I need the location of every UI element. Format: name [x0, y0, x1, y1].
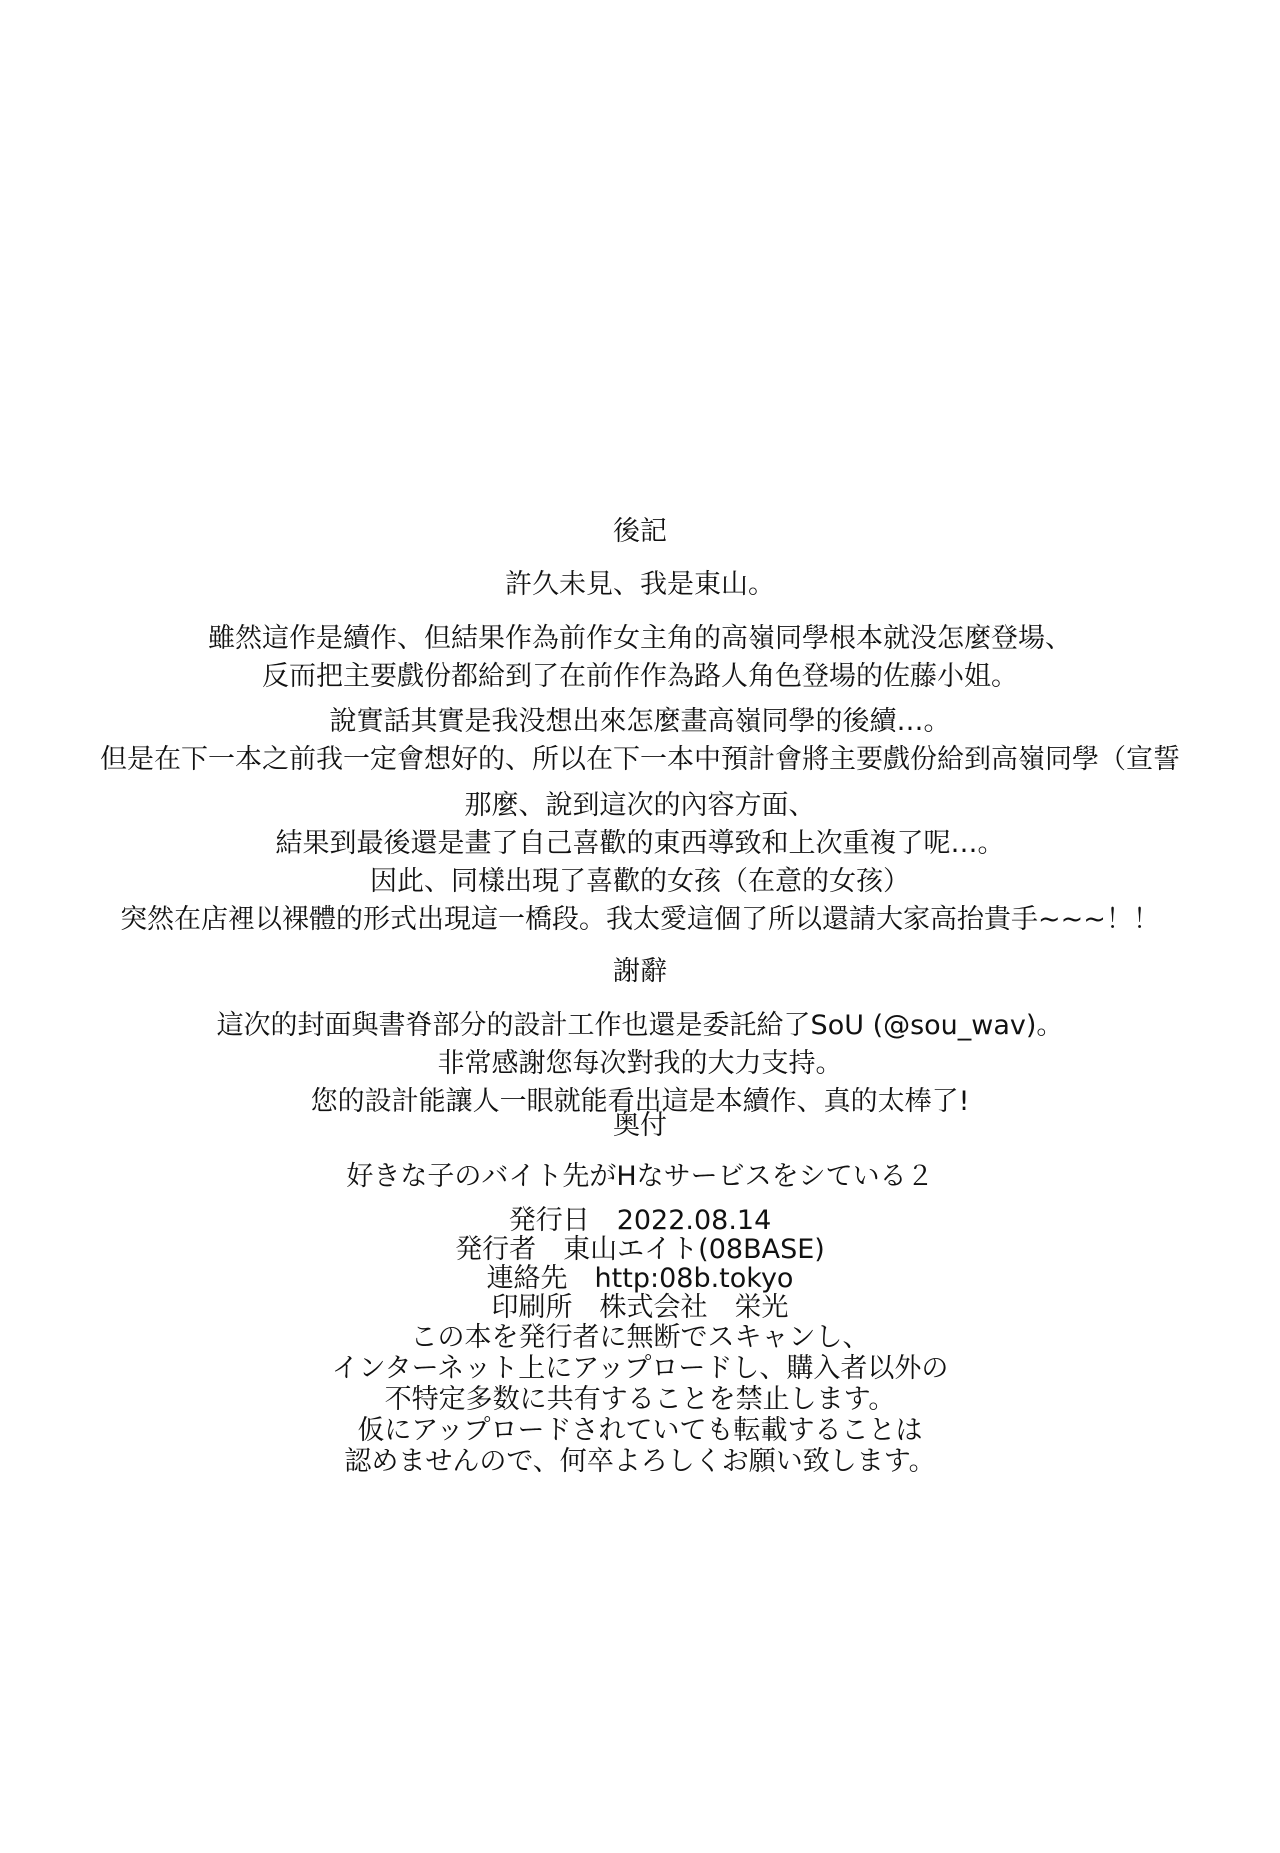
thanks-section — [0, 953, 1280, 991]
publish-date: 発行日 2022.08.14 — [508, 1205, 772, 1236]
colophon-section — [0, 1107, 1280, 1145]
thanks-paragraph — [0, 1007, 1280, 1121]
printer: 印刷所 株式会社 栄光 — [491, 1292, 789, 1323]
paragraph-line: 非常感謝您每次對我的大力支持。 — [437, 1048, 843, 1079]
notice-line: インターネット上にアップロードし、購入者以外の — [331, 1353, 949, 1384]
paragraph-line: 雖然這作是續作、但結果作為前作女主角的高嶺同學根本就没怎麼登場、 — [208, 623, 1072, 654]
thanks-heading: 謝辭 — [613, 956, 667, 987]
notice-line: この本を発行者に無断でスキャンし、 — [410, 1322, 870, 1353]
notice-line: 認めませんので、何卒よろしくお願い致します。 — [344, 1446, 936, 1477]
paragraph-line: 突然在店裡以裸體的形式出現這一橋段。我太愛這個了所以還請大家高抬貴手~~~！！ — [120, 904, 1160, 935]
book-title: 好きな子のバイト先がHなサービスをシている２ — [346, 1161, 934, 1192]
paragraph-line: 那麼、說到這次的內容方面、 — [464, 790, 816, 821]
paragraph-line: 反而把主要戲份都給到了在前作作為路人角色登場的佐藤小姐。 — [262, 661, 1018, 692]
paragraph-line: 結果到最後還是畫了自己喜歡的東西導致和上次重複了呢…。 — [275, 828, 1005, 859]
paragraph-line: 說實話其實是我没想出來怎麼畫高嶺同學的後續…。 — [329, 706, 951, 737]
paragraph-line: 您的設計能讓人一眼就能看出這是本續作、真的太棒了! — [310, 1086, 970, 1117]
paragraph-line: 因此、同樣出現了喜歡的女孩（在意的女孩） — [370, 866, 910, 897]
copyright-notice — [0, 1322, 1280, 1477]
afterword-heading: 後記 — [613, 516, 667, 547]
afterword-paragraph-3 — [0, 787, 1280, 939]
afterword-greeting: 許久未見、我是東山。 — [505, 569, 775, 600]
paragraph-line: 但是在下一本之前我一定會想好的、所以在下一本中預計會將主要戲份給到高嶺同學（宣誓 — [100, 744, 1180, 775]
afterword-greeting-block — [0, 566, 1280, 604]
colophon-title-block — [0, 1158, 1280, 1196]
contact: 連絡先 http:08b.tokyo — [486, 1263, 794, 1294]
colophon-heading: 奥付 — [613, 1110, 667, 1141]
afterword-paragraph-1 — [0, 620, 1280, 696]
afterword-paragraph-2 — [0, 703, 1280, 779]
notice-line: 不特定多数に共有することを禁止します。 — [384, 1384, 896, 1415]
paragraph-line: 這次的封面與書脊部分的設計工作也還是委託給了SoU (@sou_wav)。 — [216, 1010, 1064, 1041]
publisher: 発行者 東山エイト(08BASE) — [455, 1234, 825, 1265]
notice-line: 仮にアップロードされていても転載することは — [357, 1415, 923, 1446]
colophon-details — [0, 1206, 1280, 1322]
afterword-section — [0, 513, 1280, 551]
